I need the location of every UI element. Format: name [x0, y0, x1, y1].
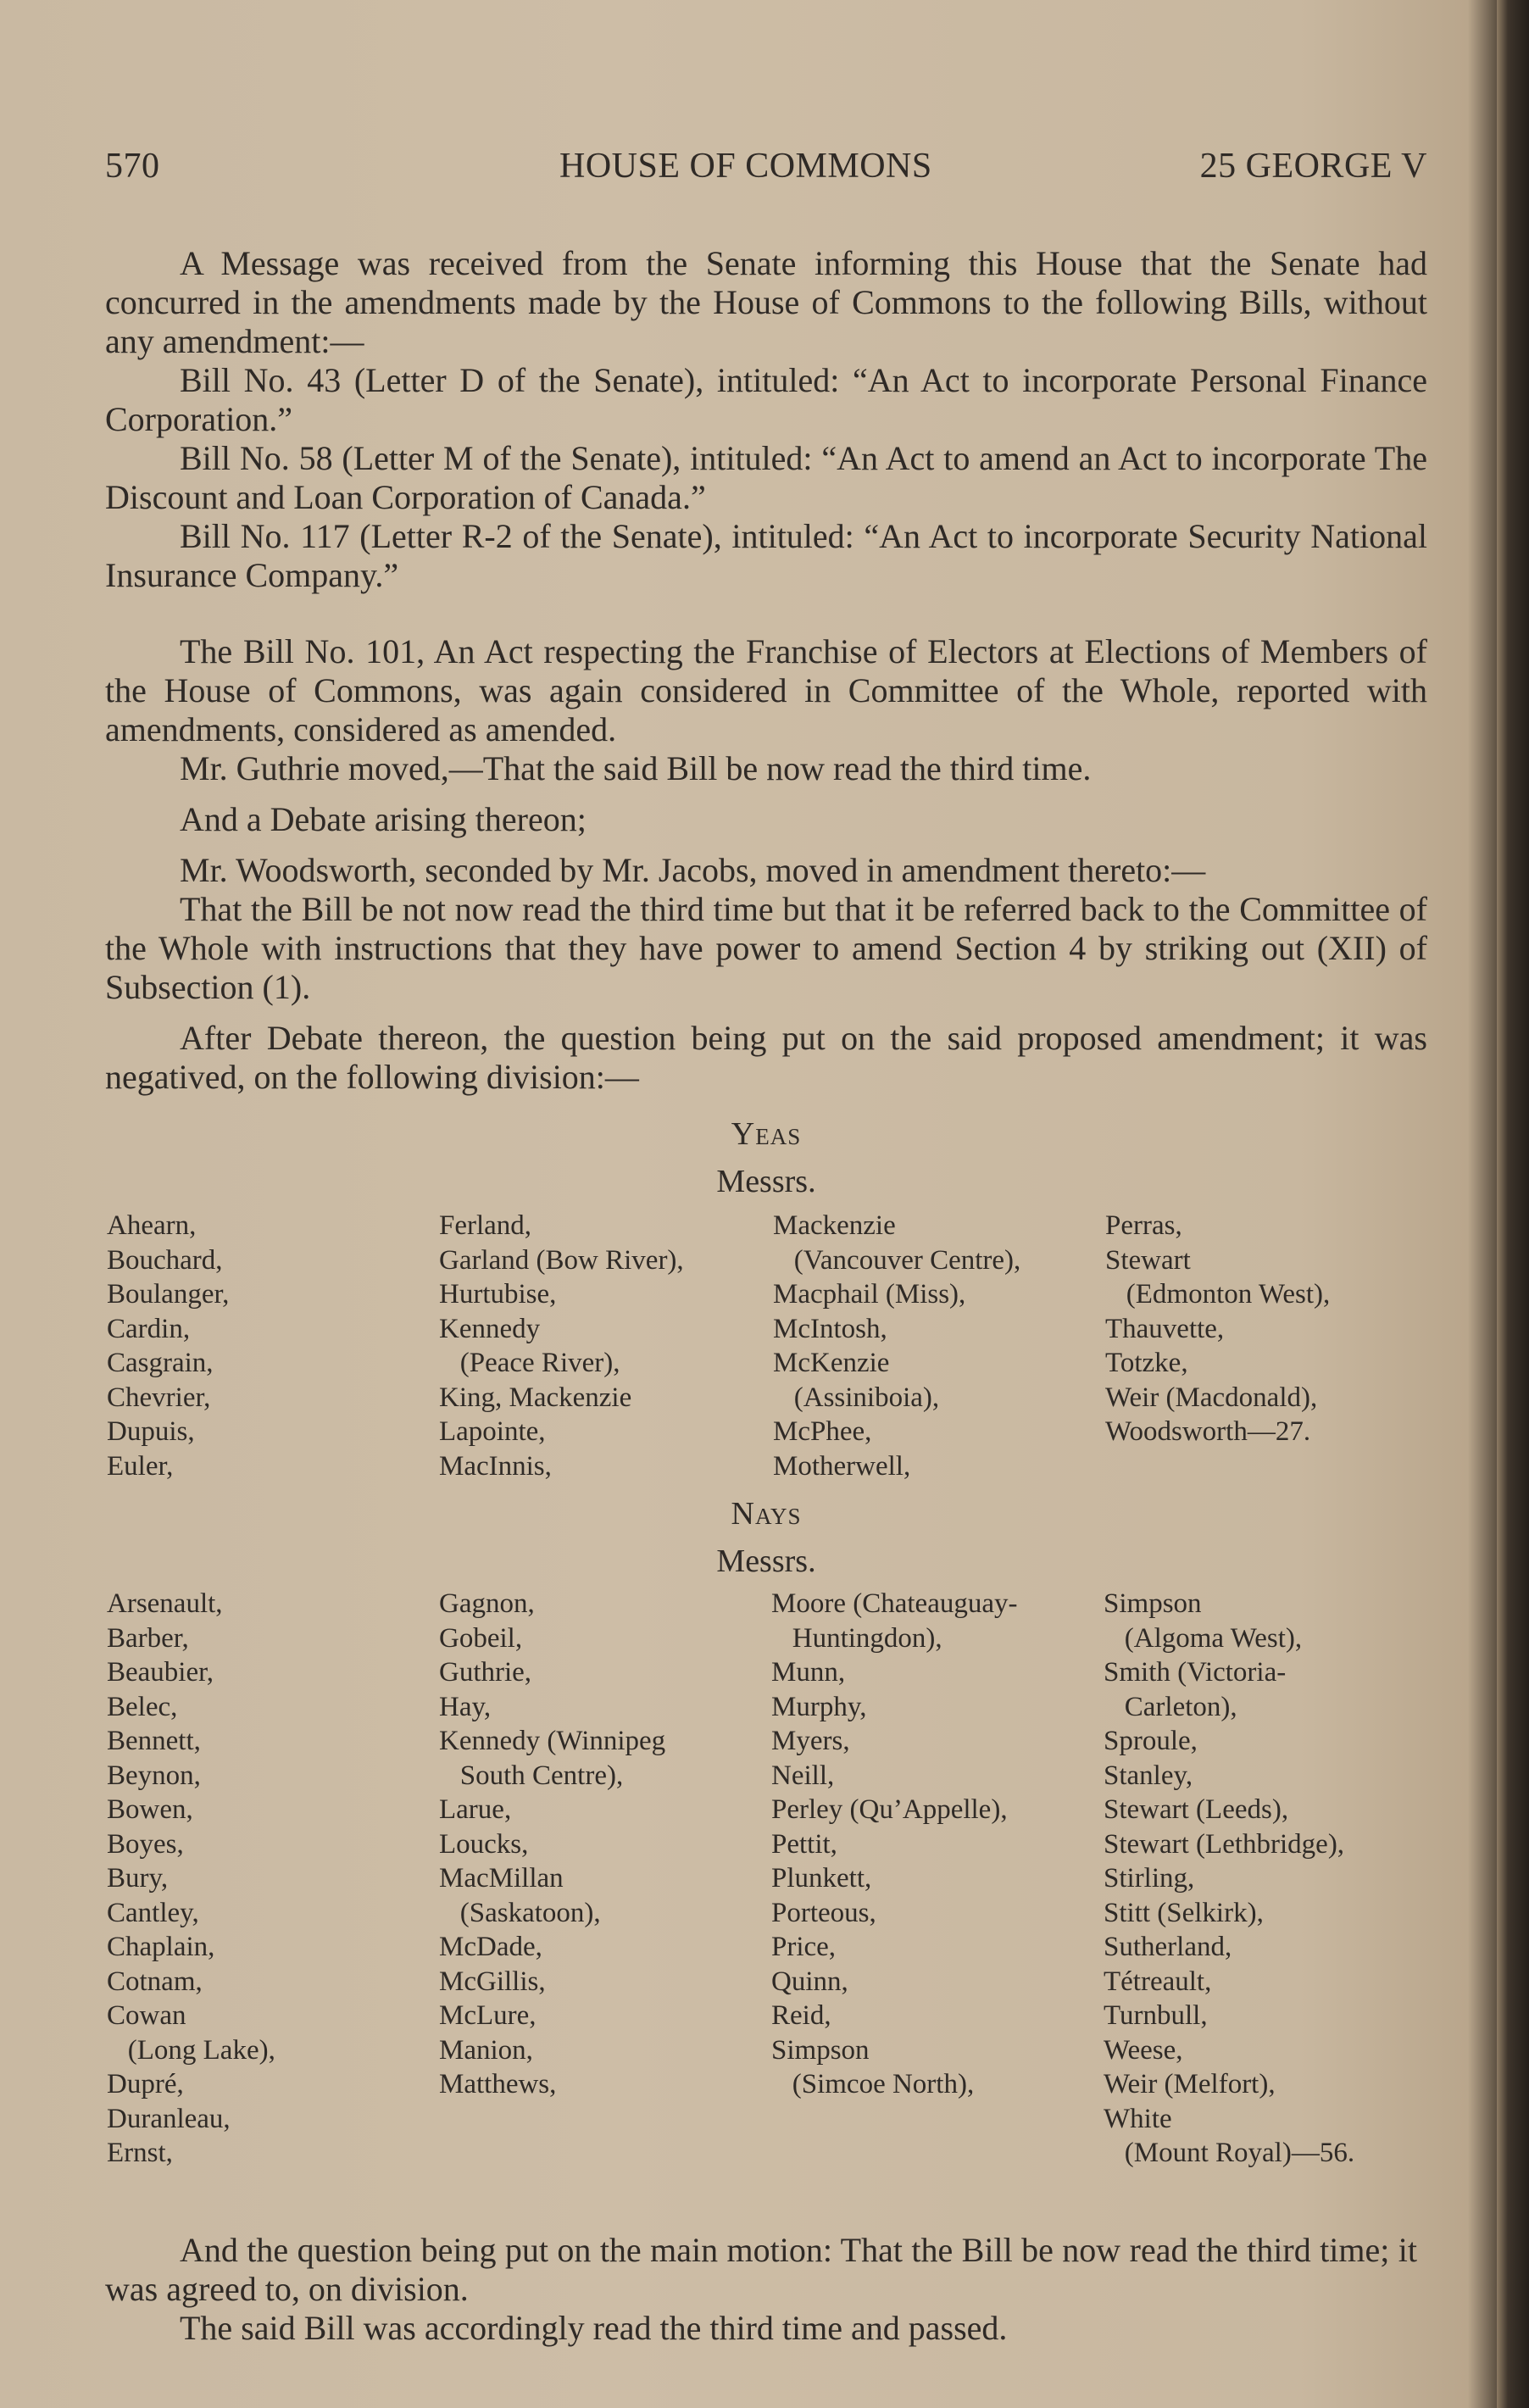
yeas-name: Hurtubise, [439, 1279, 557, 1310]
nays-column-2 [439, 1587, 771, 2171]
woodsworth-amendment-paragraph: Mr. Woodsworth, seconded by Mr. Jacobs, moved in amendment thereto:— [180, 851, 1206, 889]
yeas-name: Casgrain, [107, 1348, 214, 1378]
nays-name: Boyes, [107, 1828, 184, 1860]
nays-name: Myers, [771, 1726, 850, 1756]
nays-name: Belec, [107, 1691, 178, 1722]
page-body [105, 244, 1427, 2171]
nays-name: Porteous, [771, 1897, 876, 1928]
nays-name: Guthrie, [439, 1657, 532, 1688]
nays-name: Ernst, [107, 2138, 173, 2168]
nays-name: Bury, [107, 1863, 169, 1894]
yeas-name: McIntosh, [773, 1313, 887, 1344]
nays-name: Stirling, [1104, 1863, 1195, 1894]
nays-name: Sproule, [1104, 1726, 1198, 1756]
nays-name: Loucks, [439, 1828, 529, 1860]
yeas-name: Chevrier, [107, 1382, 211, 1413]
bill-43-paragraph: Bill No. 43 (Letter D of the Senate), intituled: “An Act to incorporate Personal Finance Corporation.” [105, 361, 1427, 438]
nays-messrs: Messrs. [716, 1543, 816, 1579]
yeas-name: McKenzie [773, 1348, 890, 1378]
amendment-text-paragraph: That the Bill be not now read the third time but that it be referred back to the Committee of the Whole with instructions that they have power to amend Section 4 by striking out (XII) of Subsection (1). [105, 890, 1427, 1006]
nays-name: McDade, [439, 1932, 542, 1962]
nays-column-1 [107, 1587, 439, 2171]
yeas-name: (Vancouver Centre), [773, 1244, 1021, 1276]
yeas-name: (Assiniboia), [773, 1382, 940, 1413]
nays-name: Quinn, [771, 1966, 848, 1997]
nays-name: Stanley, [1104, 1760, 1193, 1791]
nays-name: Manion, [439, 2034, 533, 2066]
nays-name: Matthews, [439, 2069, 557, 2099]
yeas-column-1 [107, 1209, 439, 1483]
nays-name: McLure, [439, 2000, 537, 2031]
nays-name: Cowan [107, 2000, 186, 2031]
yeas-column-3 [773, 1209, 1105, 1483]
after-debate-paragraph: After Debate thereon, the question being put on the said proposed amendment; it was negatived, on the following division:— [105, 1019, 1427, 1096]
nays-name: Turnbull, [1104, 2000, 1208, 2031]
regnal-year: 25 GEORGE V [1199, 147, 1427, 186]
running-title: HOUSE OF COMMONS [559, 147, 932, 186]
nays-name: Hay, [439, 1691, 492, 1722]
yeas-name: Dupuis, [107, 1416, 195, 1447]
nays-name: Barber, [107, 1622, 189, 1654]
nays-name: Beaubier, [107, 1657, 214, 1688]
nays-name: Arsenault, [107, 1588, 223, 1619]
yeas-name: Thauvette, [1105, 1313, 1225, 1344]
yeas-name: Ferland, [439, 1210, 532, 1241]
bill-58-paragraph: Bill No. 58 (Letter M of the Senate), intituled: “An Act to amend an Act to incorporate The Discount and Loan Corporation of Canada.” [105, 439, 1427, 516]
nays-column-4 [1104, 1587, 1429, 2171]
nays-name: Stitt (Selkirk), [1104, 1897, 1264, 1928]
nays-name: McGillis, [439, 1966, 546, 1997]
nays-name: Chaplain, [107, 1932, 215, 1962]
nays-name: Sutherland, [1104, 1932, 1232, 1962]
nays-list [107, 1587, 1427, 2171]
yeas-name: King, Mackenzie [439, 1382, 632, 1413]
nays-name: Cotnam, [107, 1966, 203, 1997]
yeas-title: Yeas [731, 1116, 802, 1152]
yeas-name: (Peace River), [439, 1348, 620, 1378]
page-number: 570 [105, 147, 160, 186]
nays-name: (Algoma West), [1104, 1622, 1303, 1654]
nays-name: Gobeil, [439, 1622, 523, 1654]
yeas-name: Totzke, [1105, 1348, 1188, 1378]
nays-name: Munn, [771, 1657, 846, 1688]
nays-name: (Saskatoon), [439, 1897, 601, 1928]
yeas-subheading [105, 1163, 1427, 1200]
yeas-name: Motherwell, [773, 1450, 911, 1482]
page-header [105, 146, 1427, 197]
nays-name: Larue, [439, 1794, 512, 1825]
yeas-list [107, 1209, 1427, 1483]
yeas-name: Boulanger, [107, 1279, 230, 1310]
nays-name: Stewart (Leeds), [1104, 1794, 1289, 1825]
nays-name: Simpson [771, 2034, 870, 2066]
yeas-heading [105, 1115, 1427, 1153]
yeas-name: (Edmonton West), [1105, 1279, 1331, 1310]
nays-name: Beynon, [107, 1760, 201, 1791]
nays-name: White [1104, 2103, 1172, 2134]
page-binding-edge [1497, 0, 1529, 2408]
yeas-messrs: Messrs. [716, 1164, 816, 1199]
nays-name: Weir (Melfort), [1104, 2069, 1276, 2099]
nays-name: Carleton), [1104, 1691, 1237, 1722]
yeas-column-4 [1105, 1209, 1429, 1483]
yeas-name: Cardin, [107, 1313, 191, 1344]
yeas-name: Garland (Bow River), [439, 1244, 684, 1276]
nays-title: Nays [731, 1496, 802, 1532]
nays-name: Dupré, [107, 2069, 184, 2099]
yeas-name: Perras, [1105, 1210, 1182, 1241]
yeas-name: Kennedy [439, 1313, 541, 1344]
nays-name: Neill, [771, 1760, 835, 1791]
nays-name: Huntingdon), [771, 1622, 942, 1654]
nays-name: Bennett, [107, 1726, 201, 1756]
nays-name: Plunkett, [771, 1863, 872, 1894]
nays-name: (Simcoe North), [771, 2069, 975, 2099]
nays-name: Murphy, [771, 1691, 867, 1722]
nays-heading [105, 1495, 1427, 1532]
yeas-name: Lapointe, [439, 1416, 546, 1447]
bill-101-paragraph: The Bill No. 101, An Act respecting the Franchise of Electors at Elections of Members of the House of Commons, was again considered in Committee of the Whole, reported with amendments, considered as amended. [105, 632, 1427, 748]
yeas-name: McPhee, [773, 1416, 872, 1447]
senate-message-paragraph: A Message was received from the Senate informing this House that the Senate had concurred in the amendments made by the House of Commons to the following Bills, without any amendment:— [105, 244, 1427, 360]
nays-name: Moore (Chateauguay- [771, 1588, 1018, 1619]
yeas-name: Mackenzie [773, 1210, 896, 1241]
main-motion-paragraph: And the question being put on the main motion: That the Bill be now read the third time; it was agreed to, on division. [105, 2231, 1417, 2308]
guthrie-motion-paragraph: Mr. Guthrie moved,—That the said Bill be now read the third time. [180, 749, 1092, 787]
nays-name: South Centre), [439, 1760, 624, 1791]
bill-117-paragraph: Bill No. 117 (Letter R-2 of the Senate), intituled: “An Act to incorporate Security National Insurance Company.” [105, 517, 1427, 594]
nays-name: Gagnon, [439, 1588, 535, 1619]
nays-name: (Long Lake), [107, 2034, 275, 2066]
closing-section [105, 2231, 1417, 2348]
nays-name: Cantley, [107, 1897, 199, 1928]
yeas-name: Weir (Macdonald), [1105, 1382, 1318, 1413]
nays-name: Bowen, [107, 1794, 193, 1825]
yeas-name: Euler, [107, 1450, 174, 1482]
debate-paragraph: And a Debate arising thereon; [180, 800, 587, 838]
yeas-column-2 [439, 1209, 773, 1483]
nays-name: Smith (Victoria- [1104, 1657, 1287, 1688]
nays-name: Duranleau, [107, 2103, 231, 2134]
nays-name: Simpson [1104, 1588, 1202, 1619]
bill-passed-paragraph: The said Bill was accordingly read the third time and passed. [180, 2309, 1008, 2347]
yeas-name: Stewart [1105, 1244, 1191, 1276]
nays-name: (Mount Royal)—56. [1104, 2138, 1355, 2168]
nays-name: Weese, [1104, 2034, 1183, 2066]
nays-subheading [105, 1543, 1427, 1580]
nays-column-3 [771, 1587, 1104, 2171]
nays-name: MacMillan [439, 1863, 564, 1894]
yeas-name: Ahearn, [107, 1210, 197, 1241]
nays-name: Kennedy (Winnipeg [439, 1726, 666, 1756]
yeas-name: Bouchard, [107, 1244, 223, 1276]
nays-name: Tétreault, [1104, 1966, 1212, 1997]
nays-name: Pettit, [771, 1828, 837, 1860]
yeas-name: Macphail (Miss), [773, 1279, 966, 1310]
nays-name: Perley (Qu’Appelle), [771, 1794, 1008, 1825]
nays-name: Reid, [771, 2000, 831, 2031]
yeas-name: Woodsworth—27. [1105, 1416, 1311, 1447]
nays-name: Price, [771, 1932, 837, 1962]
yeas-name: MacInnis, [439, 1450, 552, 1482]
nays-name: Stewart (Lethbridge), [1104, 1828, 1345, 1860]
